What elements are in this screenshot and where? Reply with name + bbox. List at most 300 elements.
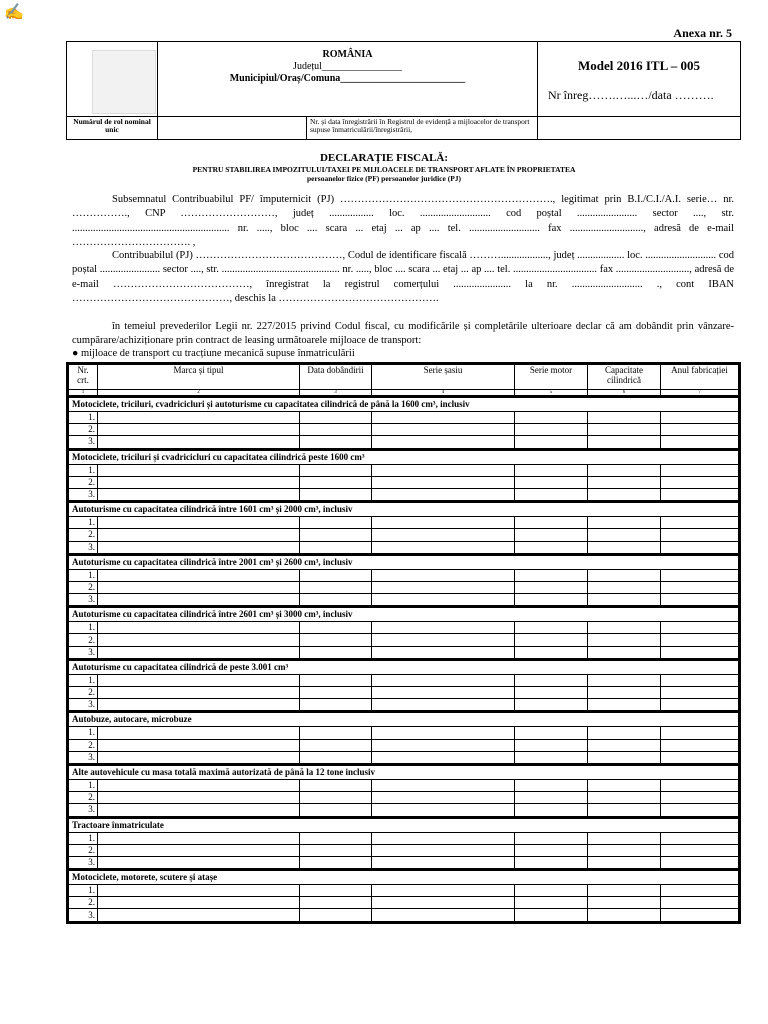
entry-cell[interactable] (515, 844, 588, 856)
row-number: 2. (68, 687, 98, 699)
table-header-row (68, 364, 740, 390)
authority-cell (158, 42, 538, 117)
entry-cell[interactable] (300, 424, 372, 436)
row-number: 2. (68, 581, 98, 593)
entry-cell[interactable] (661, 779, 740, 791)
entry-cell[interactable] (98, 779, 300, 791)
entry-cell[interactable] (372, 569, 515, 581)
entry-cell[interactable] (515, 897, 588, 909)
entry-cell[interactable] (300, 594, 372, 607)
row-number: 1. (68, 727, 98, 739)
table-row (68, 699, 740, 712)
entry-cell[interactable] (372, 436, 515, 449)
entry-cell[interactable] (588, 909, 661, 922)
entry-cell[interactable] (372, 844, 515, 856)
table-row (68, 751, 740, 764)
entry-cell[interactable] (661, 909, 740, 922)
entry-cell[interactable] (300, 412, 372, 424)
table-row (68, 856, 740, 869)
header-table (66, 41, 741, 140)
model-cell (538, 42, 741, 117)
row-number: 1. (68, 779, 98, 791)
category-label: Tractoare înmatriculate (68, 817, 740, 832)
entry-cell[interactable] (98, 856, 300, 869)
entry-cell[interactable] (372, 529, 515, 541)
entry-cell[interactable] (372, 594, 515, 607)
entry-cell[interactable] (661, 751, 740, 764)
bullet-heading: ● mijloace de transport cu tracțiune mecanică supuse înmatriculării (72, 348, 355, 359)
table-row (68, 436, 740, 449)
row-number: 1. (68, 885, 98, 897)
entry-cell[interactable] (98, 646, 300, 659)
entry-cell[interactable] (661, 856, 740, 869)
entry-cell[interactable] (588, 739, 661, 751)
entry-cell[interactable] (588, 699, 661, 712)
category-row (68, 554, 740, 569)
entry-cell[interactable] (300, 436, 372, 449)
entry-cell[interactable] (98, 541, 300, 554)
entry-cell[interactable] (98, 792, 300, 804)
entry-cell[interactable] (372, 581, 515, 593)
entry-cell[interactable] (98, 488, 300, 501)
judet-field: Județul________________ (293, 61, 402, 72)
entry-cell[interactable] (372, 792, 515, 804)
entry-cell[interactable] (98, 897, 300, 909)
entry-cell[interactable] (515, 646, 588, 659)
entry-cell[interactable] (98, 885, 300, 897)
entry-cell[interactable] (98, 412, 300, 424)
entry-cell[interactable] (98, 739, 300, 751)
table-row (68, 488, 740, 501)
category-row (68, 870, 740, 885)
entry-cell[interactable] (300, 569, 372, 581)
entry-cell[interactable] (588, 804, 661, 817)
table-row (68, 634, 740, 646)
entry-cell[interactable] (300, 832, 372, 844)
entry-cell[interactable] (515, 674, 588, 686)
rol-value-cell (158, 117, 538, 140)
annex-label: Anexa nr. 5 (673, 26, 732, 40)
entry-cell[interactable] (515, 541, 588, 554)
row-number: 1. (68, 832, 98, 844)
entry-cell[interactable] (661, 699, 740, 712)
entry-cell[interactable] (588, 517, 661, 529)
entry-cell[interactable] (588, 779, 661, 791)
entry-cell[interactable] (372, 885, 515, 897)
table-row (68, 424, 740, 436)
entry-cell[interactable] (372, 832, 515, 844)
entry-cell[interactable] (300, 739, 372, 751)
category-label: Motociclete, triciluri, cvadricicluri și autoturisme cu capacitatea cilindrică de până la 1600 cm³, inclusiv (68, 397, 740, 412)
entry-cell[interactable] (661, 687, 740, 699)
entry-cell[interactable] (98, 832, 300, 844)
row-number: 3. (68, 909, 98, 922)
entry-cell[interactable] (300, 885, 372, 897)
entry-cell[interactable] (372, 488, 515, 501)
entry-cell[interactable] (300, 897, 372, 909)
entry-cell[interactable] (588, 412, 661, 424)
country-name: ROMÂNIA (322, 49, 373, 60)
entry-cell[interactable] (372, 674, 515, 686)
entry-cell[interactable] (588, 727, 661, 739)
entry-cell[interactable] (661, 634, 740, 646)
row-number: 2. (68, 424, 98, 436)
entry-cell[interactable] (588, 622, 661, 634)
paragraph-pj: Contribuabilul (PJ) ……………………………………, Codul de identificare fiscală ……….................., județ .................. loc. ........................... cod poștal ....................... sector ...., str. ............................................. nr. ....., bloc .... scara ... etaj ... ap .... tel. ................................ fax ............................, adresă de e-mail …………………………………, înregistrat la registrul comerțului ...................... la nr. ........................... ., cont IBAN ………………………………………, deschis la ………………………………………. (72, 250, 734, 304)
category-row (68, 397, 740, 412)
category-row (68, 659, 740, 674)
column-index: 5 (515, 390, 588, 397)
table-row (68, 779, 740, 791)
entry-cell[interactable] (300, 517, 372, 529)
category-label: Motociclete, motorete, scutere și atașe (68, 870, 740, 885)
entry-cell[interactable] (661, 674, 740, 686)
entry-cell[interactable] (588, 464, 661, 476)
model-code: Model 2016 ITL – 005 (577, 58, 701, 73)
row-number: 3. (68, 541, 98, 554)
row-number: 3. (68, 856, 98, 869)
entry-cell[interactable] (515, 751, 588, 764)
entry-cell[interactable] (661, 569, 740, 581)
entry-cell[interactable] (515, 529, 588, 541)
table-row (68, 517, 740, 529)
entry-cell[interactable] (588, 885, 661, 897)
entry-cell[interactable] (515, 804, 588, 817)
paragraph-pf: Subsemnatul Contribuabilul PF/ împuternicit (PJ) ……………………………………………………., legitimat prin B.I./C.I./A.I. serie… nr. ……………., CNP ………………………, județ ................. loc. ........................... cod poștal ....................... sector ...., str. ............................................................ nr. ....., bloc .... scara ... etaj ... ap .... tel. ........................... fax ............................, adresă de e-mail ……………………………. , (72, 194, 734, 248)
form-subtitle: PENTRU STABILIREA IMPOZITULUI/TAXEI PE MIJLOACELE DE TRANSPORT AFLATE ÎN PROPRIETATEA (192, 165, 576, 174)
entry-cell[interactable] (588, 844, 661, 856)
registration-number: Nr înreg…….…...…/data ………. (548, 88, 714, 102)
entry-cell[interactable] (300, 476, 372, 488)
entry-cell[interactable] (515, 594, 588, 607)
entry-cell[interactable] (372, 476, 515, 488)
category-label: Alte autovehicule cu masa totală maximă autorizată de până la 12 tone inclusiv (68, 764, 740, 779)
entry-cell[interactable] (300, 687, 372, 699)
entry-cell[interactable] (661, 464, 740, 476)
form-subtitle-2: persoanelor fizice (PF) persoanelor juridice (PJ) (306, 174, 462, 183)
entry-cell[interactable] (588, 529, 661, 541)
entry-cell[interactable] (515, 436, 588, 449)
row-number: 3. (68, 436, 98, 449)
entry-cell[interactable] (661, 412, 740, 424)
logo-cell (67, 42, 158, 117)
entry-cell[interactable] (98, 594, 300, 607)
entry-cell[interactable] (372, 622, 515, 634)
column-index: 6 (588, 390, 661, 397)
table-row (68, 832, 740, 844)
table-row (68, 804, 740, 817)
entry-cell[interactable] (300, 792, 372, 804)
entry-cell[interactable] (515, 634, 588, 646)
entry-cell[interactable] (300, 804, 372, 817)
column-header: Marca și tipul (98, 364, 300, 390)
category-label: Autoturisme cu capacitatea cilindrică între 2001 cm³ și 2600 cm³, inclusiv (68, 554, 740, 569)
entry-cell[interactable] (661, 529, 740, 541)
entry-cell[interactable] (588, 424, 661, 436)
entry-cell[interactable] (300, 581, 372, 593)
entry-cell[interactable] (588, 646, 661, 659)
entry-cell[interactable] (98, 622, 300, 634)
registry-value-cell (538, 117, 741, 140)
entry-cell[interactable] (588, 581, 661, 593)
entry-cell[interactable] (661, 488, 740, 501)
entry-cell[interactable] (661, 622, 740, 634)
entry-cell[interactable] (661, 792, 740, 804)
entry-cell[interactable] (515, 476, 588, 488)
table-row (68, 569, 740, 581)
category-row (68, 817, 740, 832)
entry-cell[interactable] (372, 634, 515, 646)
entry-cell[interactable] (300, 856, 372, 869)
entry-cell[interactable] (98, 751, 300, 764)
entry-cell[interactable] (515, 488, 588, 501)
paragraph-legal: în temeiul prevederilor Legii nr. 227/2015 privind Codul fiscal, cu modificările și completările ulterioare declar că am dobândit prin vânzare-cumpărare/achiziționare prin contract de leasing următoarele mijloace de transport: (72, 321, 734, 347)
entry-cell[interactable] (98, 424, 300, 436)
entry-cell[interactable] (515, 699, 588, 712)
row-number: 2. (68, 792, 98, 804)
entry-cell[interactable] (588, 541, 661, 554)
entry-cell[interactable] (372, 909, 515, 922)
column-index: 3 (300, 390, 372, 397)
entry-cell[interactable] (515, 464, 588, 476)
entry-cell[interactable] (372, 699, 515, 712)
row-number: 2. (68, 529, 98, 541)
row-number: 2. (68, 897, 98, 909)
column-header: Serie motor (515, 364, 588, 390)
entry-cell[interactable] (661, 739, 740, 751)
entry-cell[interactable] (98, 687, 300, 699)
municipiu-field: Municipiul/Oraș/Comuna_________________________ (229, 73, 466, 84)
form-title: DECLARAȚIE FISCALĂ: (319, 152, 449, 164)
entry-cell[interactable] (515, 832, 588, 844)
entry-cell[interactable] (300, 699, 372, 712)
category-label: Autoturisme cu capacitatea cilindrică între 2601 cm³ și 3000 cm³, inclusiv (68, 607, 740, 622)
table-row (68, 594, 740, 607)
entry-cell[interactable] (372, 751, 515, 764)
entry-cell[interactable] (98, 517, 300, 529)
entry-cell[interactable] (661, 541, 740, 554)
entry-cell[interactable] (588, 832, 661, 844)
row-number: 3. (68, 594, 98, 607)
entry-cell[interactable] (98, 634, 300, 646)
entry-cell[interactable] (588, 687, 661, 699)
entry-cell[interactable] (588, 634, 661, 646)
entry-cell[interactable] (515, 909, 588, 922)
entry-cell[interactable] (588, 594, 661, 607)
entry-cell[interactable] (300, 751, 372, 764)
row-number: 3. (68, 804, 98, 817)
entry-cell[interactable] (98, 727, 300, 739)
entry-cell[interactable] (372, 727, 515, 739)
entry-cell[interactable] (515, 727, 588, 739)
column-index: 2 (98, 390, 300, 397)
table-row (68, 897, 740, 909)
entry-cell[interactable] (300, 909, 372, 922)
row-number: 3. (68, 488, 98, 501)
entry-cell[interactable] (661, 476, 740, 488)
category-row (68, 502, 740, 517)
entry-cell[interactable] (300, 844, 372, 856)
entry-cell[interactable] (515, 739, 588, 751)
column-index: 4 (372, 390, 515, 397)
entry-cell[interactable] (661, 727, 740, 739)
entry-cell[interactable] (515, 412, 588, 424)
row-number: 1. (68, 622, 98, 634)
entry-cell[interactable] (372, 804, 515, 817)
entry-cell[interactable] (515, 885, 588, 897)
entry-cell[interactable] (515, 517, 588, 529)
table-row (68, 687, 740, 699)
table-row (68, 792, 740, 804)
entry-cell[interactable] (588, 674, 661, 686)
entry-cell[interactable] (661, 804, 740, 817)
table-row (68, 412, 740, 424)
entry-cell[interactable] (300, 488, 372, 501)
entry-cell[interactable] (372, 856, 515, 869)
entry-cell[interactable] (372, 424, 515, 436)
entry-cell[interactable] (588, 569, 661, 581)
entry-cell[interactable] (300, 727, 372, 739)
entry-cell[interactable] (98, 699, 300, 712)
entry-cell[interactable] (515, 622, 588, 634)
entry-cell[interactable] (588, 488, 661, 501)
row-number: 1. (68, 569, 98, 581)
entry-cell[interactable] (372, 412, 515, 424)
entry-cell[interactable] (661, 436, 740, 449)
entry-cell[interactable] (300, 646, 372, 659)
entry-cell[interactable] (661, 594, 740, 607)
rol-label: Numărul de rol nominal unic (67, 117, 158, 140)
entry-cell[interactable] (661, 646, 740, 659)
entry-cell[interactable] (661, 581, 740, 593)
entry-cell[interactable] (372, 687, 515, 699)
entry-cell[interactable] (588, 856, 661, 869)
entry-cell[interactable] (98, 569, 300, 581)
entry-cell[interactable] (372, 541, 515, 554)
entry-cell[interactable] (98, 909, 300, 922)
column-header: Data dobândirii (300, 364, 372, 390)
entry-cell[interactable] (515, 687, 588, 699)
entry-cell[interactable] (588, 436, 661, 449)
entry-cell[interactable] (372, 897, 515, 909)
row-number: 1. (68, 412, 98, 424)
table-row (68, 529, 740, 541)
entry-cell[interactable] (372, 779, 515, 791)
row-number: 1. (68, 674, 98, 686)
entry-cell[interactable] (661, 885, 740, 897)
entry-cell[interactable] (661, 844, 740, 856)
entry-cell[interactable] (661, 832, 740, 844)
row-number: 2. (68, 844, 98, 856)
table-row (68, 909, 740, 922)
entry-cell[interactable] (98, 436, 300, 449)
entry-cell[interactable] (515, 856, 588, 869)
column-header: Serie șasiu (372, 364, 515, 390)
entry-cell[interactable] (372, 739, 515, 751)
column-header: Anul fabricației (661, 364, 740, 390)
entry-cell[interactable] (588, 792, 661, 804)
entry-cell[interactable] (661, 424, 740, 436)
column-index: 1 (68, 390, 98, 397)
vehicles-table (66, 362, 741, 924)
entry-cell[interactable] (661, 897, 740, 909)
entry-cell[interactable] (588, 751, 661, 764)
category-row (68, 449, 740, 464)
category-row (68, 607, 740, 622)
table-index-row (68, 390, 740, 397)
entry-cell[interactable] (300, 541, 372, 554)
table-row (68, 885, 740, 897)
entry-cell[interactable] (372, 517, 515, 529)
table-row (68, 739, 740, 751)
entry-cell[interactable] (300, 464, 372, 476)
table-row (68, 581, 740, 593)
entry-cell[interactable] (661, 517, 740, 529)
table-row (68, 646, 740, 659)
entry-cell[interactable] (300, 674, 372, 686)
entry-cell[interactable] (98, 464, 300, 476)
category-label: Motociclete, triciluri și cvadricicluri cu capacitatea cilindrică peste 1600 cm³ (68, 449, 740, 464)
entry-cell[interactable] (300, 634, 372, 646)
category-label: Autoturisme cu capacitatea cilindrică între 1601 cm³ și 2000 cm³, inclusiv (68, 502, 740, 517)
row-number: 2. (68, 634, 98, 646)
table-row (68, 476, 740, 488)
entry-cell[interactable] (300, 529, 372, 541)
category-row (68, 764, 740, 779)
entry-cell[interactable] (98, 476, 300, 488)
table-row (68, 844, 740, 856)
row-number: 2. (68, 739, 98, 751)
table-row (68, 674, 740, 686)
entry-cell[interactable] (98, 804, 300, 817)
column-header: Capacitate cilindrică (588, 364, 661, 390)
entry-cell[interactable] (588, 476, 661, 488)
table-row (68, 464, 740, 476)
entry-cell[interactable] (588, 897, 661, 909)
entry-cell[interactable] (98, 674, 300, 686)
category-row (68, 712, 740, 727)
entry-cell[interactable] (372, 464, 515, 476)
row-number: 2. (68, 476, 98, 488)
table-row (68, 727, 740, 739)
entry-cell[interactable] (515, 581, 588, 593)
entry-cell[interactable] (98, 529, 300, 541)
column-header: Nr. crt. (68, 364, 98, 390)
entry-cell[interactable] (300, 779, 372, 791)
category-label: Autoturisme cu capacitatea cilindrică de peste 3.001 cm³ (68, 659, 740, 674)
entry-cell[interactable] (515, 779, 588, 791)
entry-cell[interactable] (515, 792, 588, 804)
table-row (68, 541, 740, 554)
entry-cell[interactable] (372, 646, 515, 659)
entry-cell[interactable] (515, 424, 588, 436)
row-number: 3. (68, 699, 98, 712)
row-number: 1. (68, 517, 98, 529)
entry-cell[interactable] (515, 569, 588, 581)
category-label: Autobuze, autocare, microbuze (68, 712, 740, 727)
registry-label: Nr. și data înregistrării în Registrul de evidență a mijloacelor de transport supuse înmatriculării/înregistrării, (310, 117, 530, 134)
row-number: 3. (68, 751, 98, 764)
entry-cell[interactable] (98, 844, 300, 856)
table-row (68, 622, 740, 634)
entry-cell[interactable] (98, 581, 300, 593)
entry-cell[interactable] (300, 622, 372, 634)
row-number: 3. (68, 646, 98, 659)
logo-placeholder (92, 50, 156, 114)
writing-hand-icon: ✍ (4, 4, 24, 21)
row-number: 1. (68, 464, 98, 476)
column-index: 7 (661, 390, 740, 397)
